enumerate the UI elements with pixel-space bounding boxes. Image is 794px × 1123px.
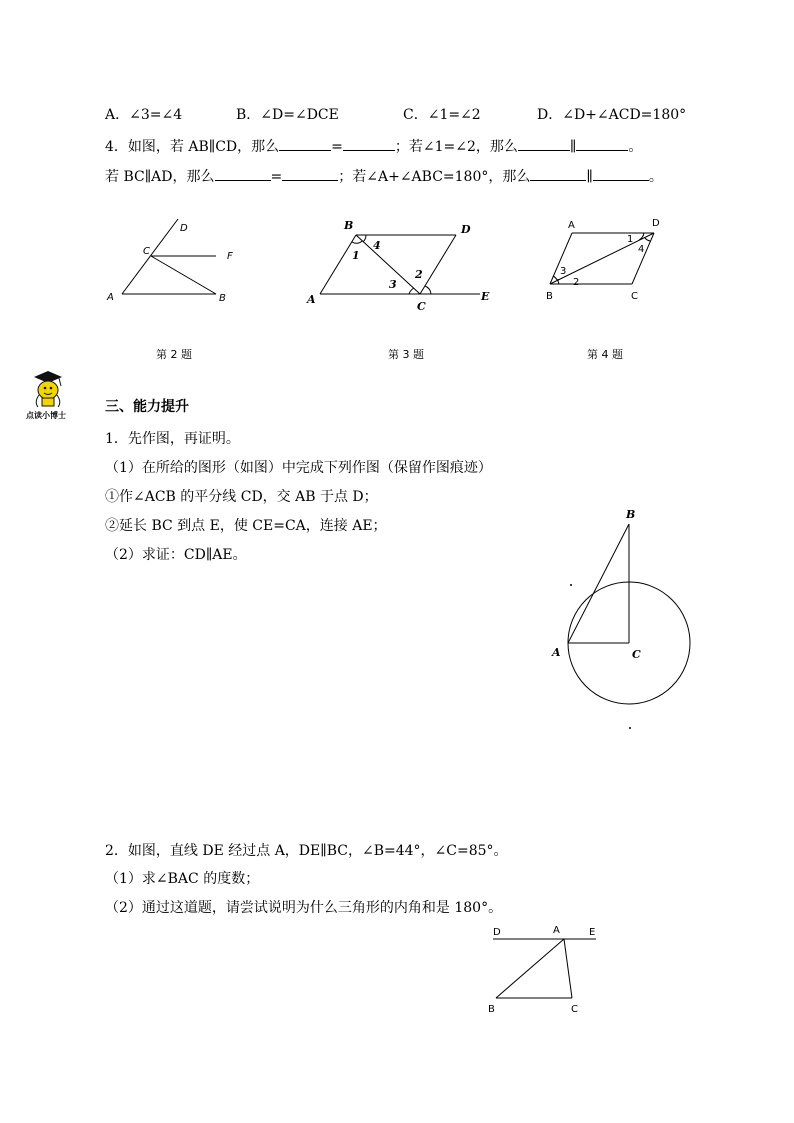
fig3-label-e: E: [481, 290, 490, 303]
fig-tri-label-c: C: [571, 1004, 578, 1015]
fig4-label-3: 3: [560, 266, 567, 277]
fig3-label-c: C: [417, 300, 426, 313]
q4-text-a: 4．如图，若 AB∥CD，那么: [105, 139, 280, 155]
logo-mascot: [34, 371, 62, 407]
fig-tri-line-ab: [496, 939, 564, 998]
fig4-label-c: C: [631, 291, 638, 302]
q4-text-c: 若 BC∥AD，那么: [105, 169, 215, 185]
q4-text-b: ；若∠1=∠2，那么: [394, 139, 518, 155]
fig-tri-label-b: B: [488, 1004, 495, 1015]
q4-eq: =: [331, 139, 343, 155]
figure-triangle: [493, 939, 596, 998]
q2-part-1: （1）求∠BAC 的度数；: [105, 871, 260, 887]
fig4-label-2: 2: [573, 277, 580, 288]
fig3-label-2: 2: [415, 268, 423, 281]
q1-part-1: （1）在所给的图形（如图）中完成下列作图（保留作图痕迹）: [105, 460, 492, 476]
fig3-label-4: 4: [373, 239, 381, 252]
fig2-label-f: F: [227, 251, 233, 262]
q1-part-2: （2）求证：CD∥AE。: [105, 547, 247, 563]
fig4-label-1: 1: [627, 234, 634, 245]
fig-tri-line-ac: [564, 939, 572, 998]
fig-circle-label-a: A: [552, 646, 561, 659]
q4-text-d: ；若∠A+∠ABC=180°，那么: [338, 169, 531, 185]
figure-2: [122, 219, 216, 294]
fig3-label-a: A: [307, 293, 316, 306]
fig2-label-a: A: [107, 292, 114, 303]
fig2-label-c: C: [143, 246, 150, 257]
fig4-label-a: A: [568, 220, 575, 231]
figure-3: [320, 235, 480, 294]
fig4-arc-4: [645, 238, 650, 241]
caption-figure-4: 第 4 题: [587, 348, 623, 361]
section-3-title: 三、能力提升: [105, 399, 189, 415]
fig3-arc-2: [425, 286, 431, 294]
fig-tri-label-e: E: [589, 927, 596, 938]
fig-circle-dot-1: [570, 584, 572, 586]
q4-eq-2: =: [270, 169, 283, 185]
fig4-arc-3: [553, 276, 557, 280]
q4-parallel-2: ∥: [586, 169, 593, 185]
fig3-label-d: D: [461, 223, 471, 236]
fig3-arc-3: [409, 288, 414, 294]
fig3-line-dc: [420, 235, 456, 294]
fig3-label-1: 1: [352, 249, 360, 262]
fig-circle-label-c: C: [632, 648, 641, 661]
fig-circle-dot-2: [629, 727, 631, 729]
fig4-label-4: 4: [638, 244, 645, 255]
q1-step-1: ①作∠ACB 的平分线 CD，交 AB 于点 D；: [105, 489, 378, 505]
fig4-line-dc: [632, 233, 654, 284]
option-d: D．∠D+∠ACD=180°: [537, 107, 687, 123]
q4-period-2: 。: [648, 169, 663, 185]
fig3-arc-1: [352, 241, 362, 243]
option-c: C．∠1=∠2: [403, 107, 481, 123]
fig3-arc-4: [363, 235, 366, 242]
figure-circle: [568, 524, 690, 704]
caption-figure-3: 第 3 题: [388, 348, 424, 361]
fig4-label-b: B: [546, 291, 553, 302]
q4-parallel: ∥: [569, 139, 577, 155]
fig3-label-3: 3: [389, 278, 397, 291]
fig3-label-b: B: [344, 219, 354, 232]
fig3-line-bc: [356, 235, 420, 294]
fig-circle-label-b: B: [626, 508, 636, 521]
caption-figure-2: 第 2 题: [156, 348, 192, 361]
q2-title: 2．如图，直线 DE 经过点 A，DE∥BC，∠B=44°，∠C=85°。: [105, 843, 508, 859]
logo-text: 点读小博士: [26, 411, 66, 420]
fig4-label-d: D: [652, 218, 660, 229]
fig-tri-label-d: D: [493, 927, 501, 938]
option-a: A．∠3=∠4: [105, 107, 183, 123]
q2-part-2: （2）通过这道题，请尝试说明为什么三角形的内角和是 180°。: [105, 900, 503, 916]
fig2-label-b: B: [219, 293, 226, 304]
q4-period: 。: [628, 139, 643, 155]
fig2-label-d: D: [180, 223, 188, 234]
fig2-line-cb: [151, 256, 216, 294]
option-b: B．∠D=∠DCE: [236, 107, 339, 123]
q1-title: 1．先作图，再证明。: [105, 431, 240, 447]
fig-circle-line-ab: [568, 524, 629, 643]
fig-tri-label-a: A: [553, 925, 560, 936]
q1-step-2: ②延长 BC 到点 E，使 CE=CA，连接 AE；: [105, 518, 387, 534]
fig3-line-ba: [320, 235, 356, 294]
